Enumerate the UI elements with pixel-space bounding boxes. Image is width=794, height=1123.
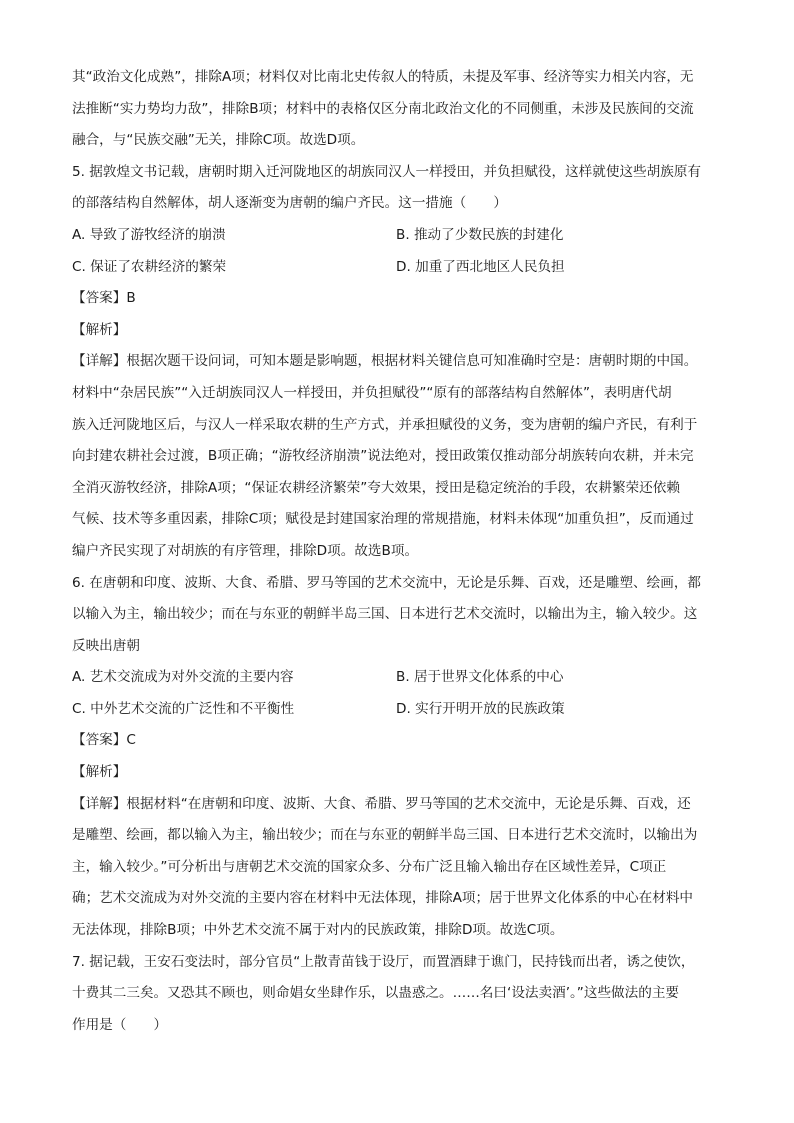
detail-line: 全消灭游牧经济，排除A项；“保证农耕经济繁荣”夸大效果，授田是稳定统治的手段，农耕繁荣还依赖 bbox=[72, 479, 680, 496]
options-row bbox=[72, 220, 724, 252]
detail-line: 无法体现，排除B项；中外艺术交流不属于对内的民族政策，排除D项。故选C项。 bbox=[72, 922, 564, 939]
answer-line: 【答案】C bbox=[72, 732, 136, 749]
question-stem-line: 以输入为主，输出较少；而在与东亚的朝鲜半岛三国、日本进行艺术交流时，以输出为主，输入较少。这 bbox=[72, 606, 698, 623]
detail-line: 材料中“杂居民族”“入迁胡族同汉人一样授田，并负担赋役”“原有的部落结构自然解体”，表明唐代胡 bbox=[72, 384, 672, 401]
question-stem-line: 作用是（ ） bbox=[72, 1016, 168, 1033]
detail-line: 是雕塑、绘画，都以输入为主，输出较少；而在与东亚的朝鲜半岛三国、日本进行艺术交流时，以输出为 bbox=[72, 827, 698, 844]
question-stem-line: 6. 在唐朝和印度、波斯、大食、希腊、罗马等国的艺术交流中，无论是乐舞、百戏，还是雕塑、绘画，都 bbox=[72, 574, 702, 591]
question-stem-line: 7. 据记载，王安石变法时，部分官员“上散青苗钱于设厅，而置酒肆于谯门，民持钱而出者，诱之使饮， bbox=[72, 953, 695, 970]
text-line: 融合，与“民族交融”无关，排除C项。故选D项。 bbox=[72, 132, 365, 149]
question-stem-line: 反映出唐朝 bbox=[72, 637, 140, 654]
detail-line: 【详解】根据材料“在唐朝和印度、波斯、大食、希腊、罗马等国的艺术交流中，无论是乐舞、百戏，还 bbox=[72, 795, 691, 812]
option-b: B. 居于世界文化体系的中心 bbox=[396, 669, 564, 686]
question-7 bbox=[72, 947, 724, 1042]
question-6 bbox=[72, 568, 724, 947]
question-stem-line: 的部落结构自然解体，胡人逐渐变为唐朝的编户齐民。这一措施（ ） bbox=[72, 195, 507, 212]
detail-line: 编户齐民实现了对胡族的有序管理，排除D项。故选B项。 bbox=[72, 542, 419, 559]
options-row bbox=[72, 662, 724, 694]
option-c: C. 中外艺术交流的广泛性和不平衡性 bbox=[72, 700, 295, 717]
option-b: B. 推动了少数民族的封建化 bbox=[396, 226, 564, 243]
option-d: D. 加重了西北地区人民负担 bbox=[396, 258, 565, 275]
detail-line: 【详解】根据次题干设问词，可知本题是影响题，根据材料关键信息可知准确时空是：唐朝时期的中国。 bbox=[72, 353, 698, 370]
detail-line: 气候、技术等多重因素，排除C项；赋役是封建国家治理的常规措施，材料未体现“加重负担”，反而通过 bbox=[72, 511, 694, 528]
detail-line: 确；艺术交流成为对外交流的主要内容在材料中无法体现，排除A项；居于世界文化体系的中心在材料中 bbox=[72, 890, 694, 907]
text-line: 其“政治文化成熟”，排除A项；材料仅对比南北史传叙人的特质，未提及军事、经济等实力相关内容，无 bbox=[72, 69, 694, 85]
options-row bbox=[72, 252, 724, 284]
answer-line: 【答案】B bbox=[72, 290, 136, 307]
detail-line: 主，输入较少。”可分析出与唐朝艺术交流的国家众多、分布广泛且输入输出存在区域性差异，C项正 bbox=[72, 858, 667, 875]
document-page bbox=[72, 62, 724, 1041]
analysis-title: 【解析】 bbox=[72, 321, 127, 338]
analysis-title: 【解析】 bbox=[72, 764, 127, 781]
option-c: C. 保证了农耕经济的繁荣 bbox=[72, 258, 227, 275]
option-a: A. 导致了游牧经济的崩溃 bbox=[72, 226, 226, 243]
options-row bbox=[72, 694, 724, 726]
question-5 bbox=[72, 157, 724, 568]
option-d: D. 实行开明开放的民族政策 bbox=[396, 700, 565, 717]
detail-line: 族入迁河陇地区后，与汉人一样采取农耕的生产方式，并承担赋役的义务，变为唐朝的编户齐民，有利于 bbox=[72, 416, 698, 433]
option-a: A. 艺术交流成为对外交流的主要内容 bbox=[72, 669, 294, 686]
question-stem-line: 5. 据敦煌文书记载，唐朝时期入迁河陇地区的胡族同汉人一样授田，并负担赋役，这样就使这些胡族原有 bbox=[72, 163, 702, 180]
question-stem-line: 十费其二三矣。又恐其不顾也，则命娼女坐肆作乐，以蛊惑之。……名曰‘设法卖酒’。”这些做法的主要 bbox=[72, 985, 680, 1002]
intro-paragraph bbox=[72, 62, 724, 157]
detail-line: 向封建农耕社会过渡，B项正确；“游牧经济崩溃”说法绝对，授田政策仅推动部分胡族转向农耕，并未完 bbox=[72, 448, 694, 465]
text-line: 法推断“实力势均力敌”，排除B项；材料中的表格仅区分南北政治文化的不同侧重，未涉及民族间的交流 bbox=[72, 100, 694, 117]
